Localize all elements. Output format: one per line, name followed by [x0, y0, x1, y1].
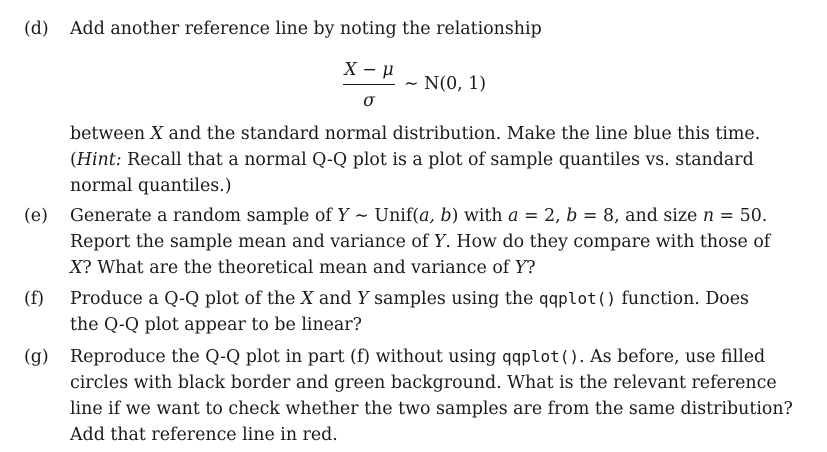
question-d-text-line-3: (Hint: Recall that a normal Q-Q plot is a plot of sample quantiles vs. standard: [70, 150, 754, 170]
hint-label: Hint:: [76, 150, 122, 170]
question-g-label: (g): [24, 347, 49, 367]
question-d-text-line-2: between X and the standard normal distribution. Make the line blue this time.: [70, 124, 761, 144]
question-d-continued: [24, 121, 784, 199]
question-f-text-line-1: Produce a Q-Q plot of the X and Y samples using the qqplot() function. Does: [70, 289, 749, 309]
display-formula: [0, 58, 827, 120]
question-e-text-line-2: Report the sample mean and variance of Y. How do they compare with those of: [70, 232, 771, 252]
question-f-text-line-2: the Q-Q plot appear to be linear?: [70, 315, 362, 335]
question-g-text-line-4: Add that reference line in red.: [70, 425, 338, 445]
question-g-text-line-1: Reproduce the Q-Q plot in part (f) without using qqplot(). As before, use filled: [70, 347, 766, 367]
formula-denominator: σ: [363, 91, 375, 112]
question-d-text-line-1: Add another reference line by noting the relationship: [70, 19, 542, 39]
question-e-text-line-1: Generate a random sample of Y ∼ Unif(a, b) with a = 2, b = 8, and size n = 50.: [70, 206, 768, 226]
formula-fraction: [343, 58, 395, 113]
question-e-label: (e): [24, 206, 48, 226]
fraction-bar: [343, 84, 395, 85]
question-e: [24, 203, 784, 281]
question-f: [24, 286, 784, 338]
question-e-text-line-3: X? What are the theoretical mean and variance of Y?: [70, 258, 536, 278]
question-g-text-line-3: line if we want to check whether the two samples are from the same distribution?: [70, 399, 793, 419]
formula-relation: ∼ N(0, 1): [404, 74, 487, 94]
question-g-text-line-2: circles with black border and green background. What is the relevant reference: [70, 373, 777, 393]
question-d: [24, 16, 784, 42]
question-f-label: (f): [24, 289, 45, 309]
formula-numerator: X − μ: [344, 60, 394, 80]
question-d-text-line-4: normal quantiles.): [70, 176, 232, 196]
qqplot-code: qqplot(): [538, 289, 616, 308]
question-g: [24, 344, 793, 448]
qqplot-code: qqplot(): [501, 347, 580, 366]
question-d-label: (d): [24, 19, 49, 39]
